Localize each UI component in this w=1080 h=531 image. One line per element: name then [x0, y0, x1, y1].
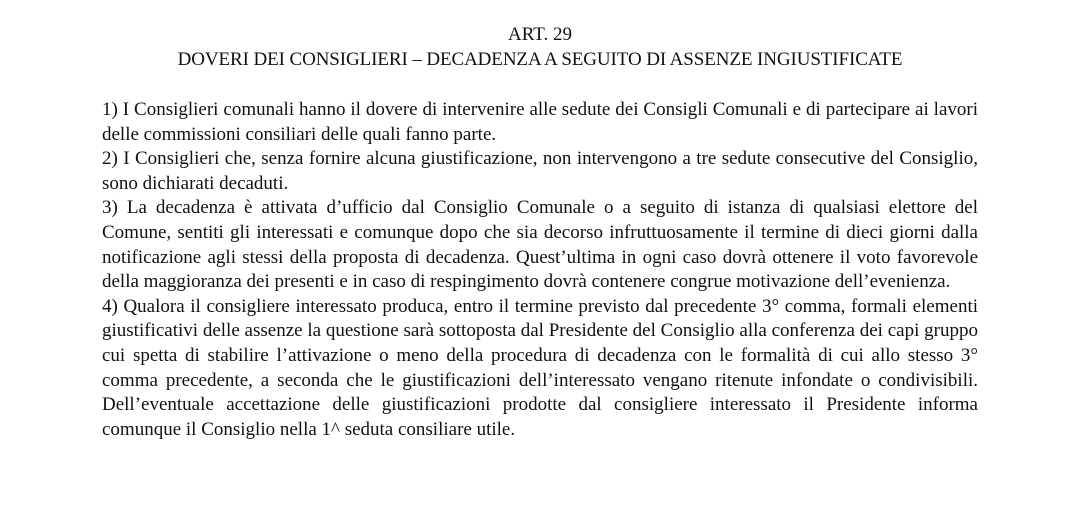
article-heading — [0, 22, 1080, 72]
article-body — [102, 98, 978, 442]
clause-2: 2) I Consiglieri che, senza fornire alcuna giustificazione, non intervengono a tre sedute consecutive del Consiglio, sono dichiarati decaduti. — [102, 148, 978, 194]
article-title: DOVERI DEI CONSIGLIERI – DECADENZA A SEGUITO DI ASSENZE INGIUSTIFICATE — [177, 49, 903, 70]
clause-3: 3) La decadenza è attivata d’ufficio dal Consiglio Comunale o a seguito di istanza di qualsiasi elettore del Comune, sentiti gli interessati e comunque dopo che sia decorso infruttuosamente il termine di dieci giorni dalla notificazione agli stessi della proposta di decadenza. Quest’ultima in ogni caso dovrà ottenere il voto favorevole della maggioranza dei presenti e in caso di respingimento dovrà contenere congrue motivazione dell’evenienza. — [102, 197, 978, 293]
clause-1: 1) I Consiglieri comunali hanno il dovere di intervenire alle sedute dei Consigli Comunali e di partecipare ai lavori delle commissioni consiliari delle quali fanno parte. — [102, 99, 978, 145]
article-number: ART. 29 — [508, 24, 572, 45]
clause-4: 4) Qualora il consigliere interessato produca, entro il termine previsto dal precedente 3° comma, formali elementi giustificativi delle assenze la questione sarà sottoposta dal Presidente del Consiglio alla conferenza dei capi gruppo cui spetta di stabilire l’attivazione o meno della procedura di decadenza con le formalità di cui allo stesso 3° comma precedente, a seconda che le giustificazioni dell’interessato vengano ritenute infondate o condivisibili. Dell’eventuale accettazione delle giustificazioni prodotte dal consigliere interessato il Presidente informa comunque il Consiglio nella 1^ seduta consiliare utile. — [102, 295, 978, 440]
